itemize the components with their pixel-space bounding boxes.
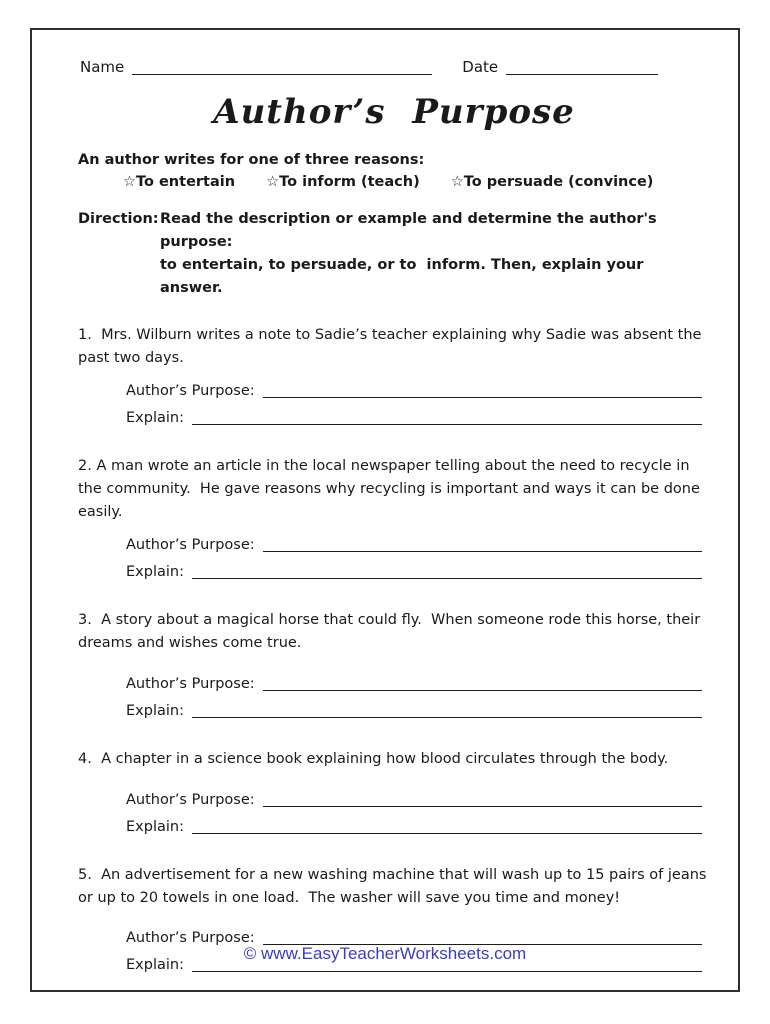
direction-label: Direction:	[78, 211, 159, 227]
direction-block	[78, 208, 710, 300]
purpose-answer-row	[78, 382, 710, 399]
explain-input-line[interactable]	[192, 409, 702, 425]
explain-input-line[interactable]	[192, 563, 702, 579]
explain-label: Explain:	[126, 409, 184, 426]
date-label: Date	[462, 58, 499, 76]
name-label: Name	[80, 58, 125, 76]
purpose-answer-row	[78, 675, 710, 692]
purpose-input-line[interactable]	[263, 791, 702, 807]
question-number: 1.	[78, 327, 92, 343]
footer-link[interactable]: © www.EasyTeacherWorksheets.com	[243, 944, 527, 963]
question-4	[78, 748, 710, 835]
question-number: 5.	[78, 866, 92, 883]
reasons-list	[78, 174, 710, 190]
purpose-label: Author’s Purpose:	[126, 675, 255, 692]
reason-label: To entertain	[136, 174, 236, 190]
explain-input-line[interactable]	[192, 818, 702, 834]
direction-line1: Read the description or example and determine the author's purpose:	[160, 211, 662, 250]
name-date-row	[78, 58, 710, 76]
explain-answer-row	[78, 702, 710, 719]
name-input-line[interactable]	[132, 59, 432, 76]
explain-answer-row	[78, 409, 710, 426]
question-1	[78, 324, 710, 426]
question-text: 3. A story about a magical horse that could fly. When someone rode this horse, their dreams and wishes come true.	[78, 611, 705, 651]
star-icon: ☆	[266, 174, 280, 190]
purpose-answer-row	[78, 791, 710, 808]
star-icon: ☆	[450, 174, 464, 190]
question-3	[78, 609, 710, 719]
explain-label: Explain:	[126, 702, 184, 719]
purpose-label: Author’s Purpose:	[126, 382, 255, 399]
question-number: 2.	[78, 457, 92, 474]
direction-line2: to entertain, to persuade, or to inform. Then, explain your answer.	[160, 257, 649, 296]
purpose-input-line[interactable]	[263, 675, 702, 691]
purpose-label: Author’s Purpose:	[126, 791, 255, 808]
date-input-line[interactable]	[506, 59, 658, 76]
reason-label: To persuade (convince)	[463, 174, 654, 190]
purpose-answer-row	[78, 536, 710, 553]
question-text: 4. A chapter in a science book explaining how blood circulates through the body.	[78, 750, 669, 767]
question-text: 2. A man wrote an article in the local newspaper telling about the need to recycle in the community. He gave reasons why recycling is important and ways it can be done easily.	[78, 457, 705, 520]
reason-label: To inform (teach)	[279, 174, 420, 190]
direction-text	[160, 208, 710, 300]
purpose-input-line[interactable]	[263, 382, 702, 398]
explain-answer-row	[78, 818, 710, 835]
question-2	[78, 455, 710, 580]
reason-entertain	[123, 174, 235, 190]
question-text: 5. An advertisement for a new washing machine that will wash up to 15 pairs of jeans or up to 20 towels in one load. The washer will save you time and money!	[78, 866, 712, 906]
explain-label: Explain:	[126, 957, 184, 974]
explain-answer-row	[78, 563, 710, 580]
purpose-input-line[interactable]	[263, 536, 702, 552]
intro-text: An author writes for one of three reasons:	[78, 152, 425, 168]
question-number: 3.	[78, 611, 92, 628]
reason-persuade	[451, 174, 654, 190]
star-icon: ☆	[123, 174, 136, 190]
purpose-label: Author’s Purpose:	[126, 536, 255, 553]
question-number: 4.	[78, 750, 92, 767]
footer	[32, 944, 738, 964]
page-title: Author’s Purpose	[213, 92, 575, 132]
question-text: 1. Mrs. Wilburn writes a note to Sadie’s teacher explaining why Sadie was absent the past two days.	[78, 327, 707, 366]
explain-input-line[interactable]	[192, 702, 702, 718]
reason-inform	[266, 174, 420, 190]
explain-label: Explain:	[126, 818, 184, 835]
worksheet-page	[30, 28, 740, 992]
purpose-label: Author’s Purpose:	[126, 930, 255, 947]
explain-label: Explain:	[126, 563, 184, 580]
